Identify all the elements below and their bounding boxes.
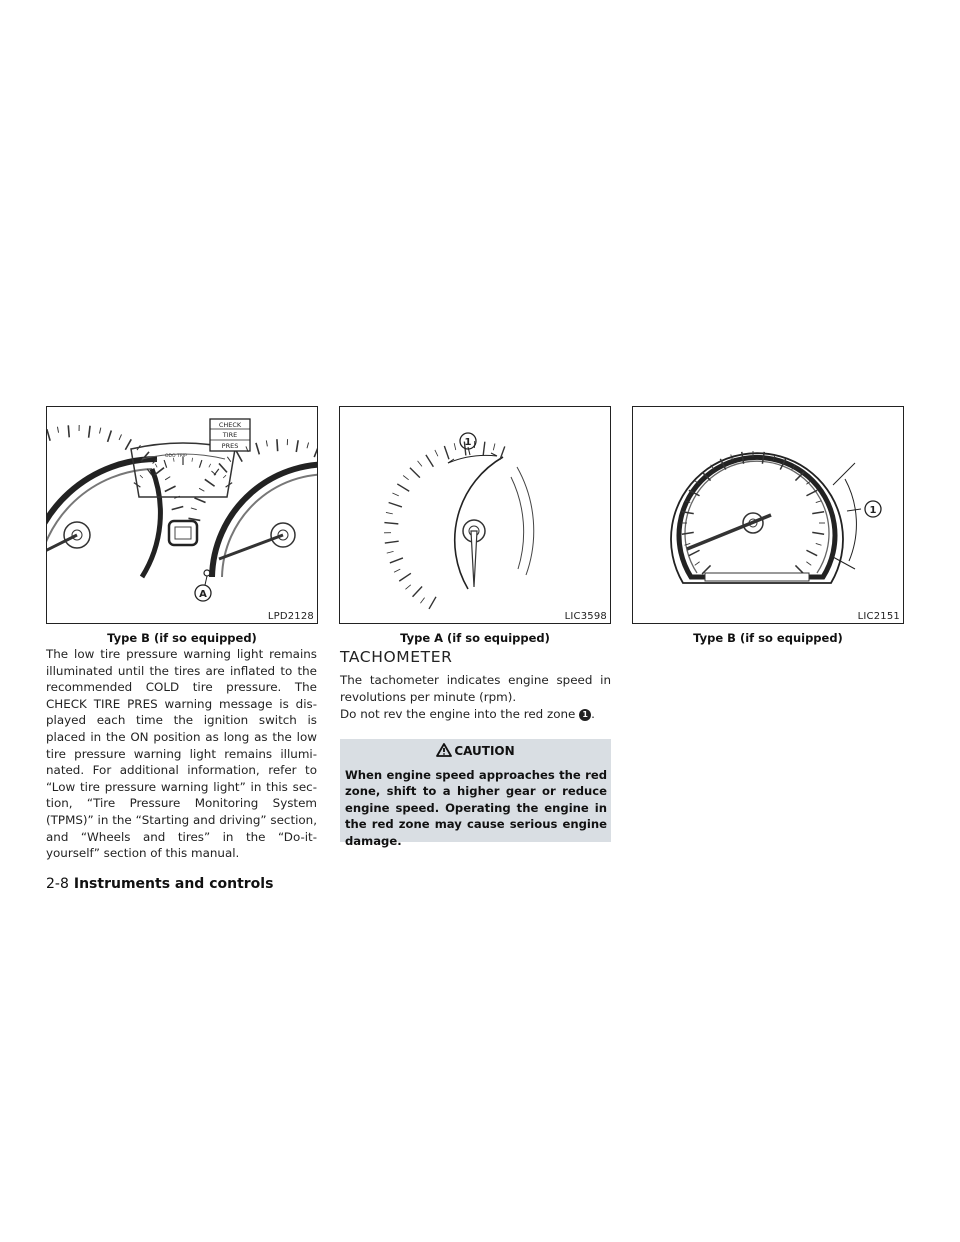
gauge-tick <box>205 479 215 486</box>
gauge-tick <box>385 541 399 543</box>
gauge-tick <box>108 430 112 441</box>
gauge-tick <box>689 550 700 555</box>
gauge-tick <box>119 434 121 439</box>
caution-title <box>340 743 611 758</box>
figure-tach-type-a <box>339 406 611 624</box>
gauge-tick <box>209 464 211 468</box>
gauge-tick <box>403 475 409 479</box>
callout-a: A <box>199 589 207 600</box>
cluster-illustration <box>47 407 318 624</box>
caution-text: When engine speed approaches the red zone, shift to a higher gear or reduce engine speed. Operating the engine in the red zone may cause serious engine damage. <box>345 768 607 848</box>
gauge-tick <box>816 543 822 545</box>
figure-caption: Type A (if so equipped) <box>400 631 550 645</box>
gauge-tick <box>410 468 420 478</box>
gauge-tick <box>277 439 278 451</box>
gauge-tick <box>483 442 485 456</box>
gauge-tick <box>429 597 436 609</box>
caution-box <box>340 739 611 848</box>
gauge-tick <box>389 502 402 506</box>
gauge-tick <box>399 573 411 581</box>
gauge-tick <box>47 429 50 441</box>
gauge-tick <box>420 598 424 604</box>
gauge-tick <box>155 464 157 468</box>
gauge-tick <box>386 512 393 513</box>
callout-ref-1: 1 <box>579 709 591 721</box>
gauge-tick <box>165 486 176 491</box>
caution-label: CAUTION <box>454 744 515 758</box>
gauge-tick <box>454 443 456 450</box>
tire-pressure-paragraph: The low tire pressure warning light remains illuminated until the tires are inflated to the recommended COLD tire pressure. The CHECK TIRE PRES warning message is dis- played each time the ignition switch is placed in the ON position as long as the low tire pressure warning light remains illumi- nated. For additional information, refer to “Low tire pressure warning light” in this sec- tion, “Tire Pressure Monitoring System (TPMS)” in the “Starting and driving” section, and “Wheels and tires” in the “Do-it-yourself” section of this manual. <box>46 647 317 861</box>
gauge-tick <box>296 440 298 452</box>
gauge-tick <box>199 460 202 468</box>
gauge-tick <box>192 458 193 462</box>
warning-line-3: PRES <box>221 442 239 450</box>
gauge-tick <box>219 463 227 472</box>
gauge-tick <box>695 562 700 566</box>
gauge-tick <box>397 484 409 491</box>
gauge-tick <box>444 446 449 459</box>
page-footer <box>46 876 273 892</box>
gauge-tick <box>493 443 495 450</box>
gauge-tick <box>384 523 398 524</box>
gauge-tick <box>140 475 143 478</box>
gauge-tick <box>256 443 259 455</box>
gauge-tick <box>155 468 164 475</box>
red-zone-text: Do not rev the engine into the red zone <box>340 707 576 721</box>
red-zone-paragraph <box>340 706 611 723</box>
gauge-tick <box>806 490 817 495</box>
gauge-tick <box>307 442 309 448</box>
warning-line-2: TIRE <box>222 431 238 439</box>
gauge-tick <box>125 439 131 449</box>
gauge-tick <box>89 426 90 438</box>
gauge-tick <box>236 451 242 461</box>
gauge-tick <box>191 508 197 510</box>
gauge-tick <box>68 425 69 437</box>
gauge-tick <box>413 587 423 597</box>
figure-caption: Type B (if so equipped) <box>693 631 843 645</box>
page-number: 2-8 <box>46 876 69 892</box>
figure-cluster <box>46 406 318 624</box>
callout-1: 1 <box>869 505 877 516</box>
callout-1: 1 <box>464 437 472 448</box>
figure-code: LIC3598 <box>564 611 607 622</box>
section-heading: TACHOMETER <box>340 648 453 666</box>
gauge-tick <box>682 532 694 534</box>
figure-code: LIC2151 <box>857 611 900 622</box>
gauge-tick <box>266 440 267 446</box>
gauge-tick <box>392 493 398 496</box>
figure-tach-type-b <box>632 406 904 624</box>
gauge-tick <box>812 532 824 534</box>
gauge-tick <box>164 460 167 468</box>
gauge-tick <box>816 501 822 503</box>
figure-caption: Type B (if so equipped) <box>107 631 257 645</box>
gauge-tick <box>394 569 400 572</box>
gauge-tick <box>405 585 410 590</box>
tachometer-type-a-illustration <box>340 407 611 624</box>
red-zone-suffix: . <box>591 707 595 721</box>
gauge-tick <box>806 550 817 555</box>
warning-line-1: CHECK <box>218 421 242 429</box>
gauge-tick <box>314 446 318 457</box>
figure-code: LPD2128 <box>267 611 314 622</box>
gauge-tick <box>390 558 403 563</box>
gauge-tick <box>194 498 205 503</box>
gauge-tick <box>426 455 433 467</box>
gauge-tick <box>227 457 230 462</box>
gauge-tick <box>806 562 811 566</box>
gauge-tick <box>435 450 438 456</box>
gauge-tick <box>418 461 422 466</box>
footer-section-title: Instruments and controls <box>73 876 274 892</box>
gauge-tick <box>812 512 824 514</box>
warning-triangle-icon <box>436 743 452 757</box>
gauge-tick <box>172 507 184 510</box>
tachometer-type-b-illustration <box>633 407 904 624</box>
gauge-tick <box>223 475 226 478</box>
tachometer-paragraph: The tachometer indicates engine speed in revolutions per minute (rpm). <box>340 673 611 704</box>
gauge-tick <box>100 428 101 434</box>
gauge-tick <box>165 477 170 480</box>
gauge-tick <box>57 427 58 433</box>
gauge-tick <box>199 488 204 491</box>
gauge-tick <box>387 551 394 553</box>
odo-label: ODO TRIP <box>165 454 187 459</box>
